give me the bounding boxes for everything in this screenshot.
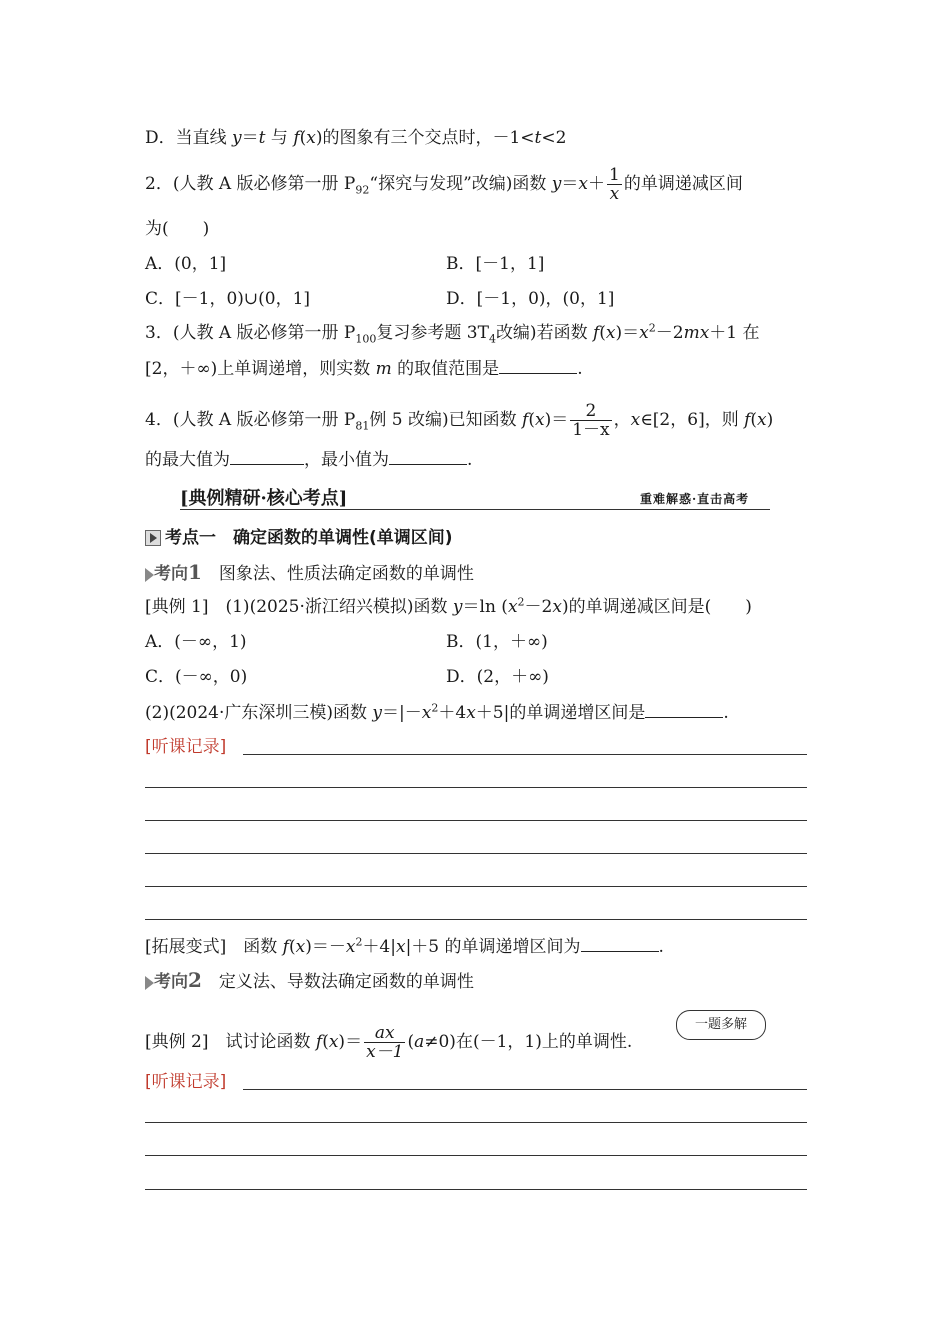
section-divider bbox=[180, 509, 770, 510]
text: 的取值范围是 bbox=[391, 359, 500, 379]
var: x bbox=[757, 410, 767, 430]
var: x bbox=[552, 597, 562, 617]
note-line[interactable] bbox=[243, 754, 807, 755]
var: m bbox=[375, 359, 392, 379]
var: y bbox=[452, 597, 463, 617]
example-1-line bbox=[145, 596, 752, 618]
var: x bbox=[328, 1032, 339, 1052]
text: 复习参考题 3T bbox=[376, 323, 489, 343]
direction-1-heading bbox=[145, 561, 474, 585]
note-line[interactable] bbox=[145, 1122, 807, 1123]
answer-blank[interactable] bbox=[645, 701, 723, 718]
frac-num: 1 bbox=[609, 165, 620, 185]
text: [2，＋∞)上单调递增，则实数 bbox=[145, 359, 376, 379]
note-line[interactable] bbox=[145, 853, 807, 854]
var: f bbox=[282, 937, 289, 957]
text: 3．(人教 A 版必修第一册 P bbox=[145, 323, 356, 343]
text: ＝ bbox=[561, 174, 579, 194]
text: ＝ bbox=[241, 128, 259, 148]
text: ＝－ bbox=[311, 937, 346, 957]
ex1-option-d: D．(2，＋∞) bbox=[446, 667, 549, 687]
var: x bbox=[507, 597, 518, 617]
text: ＋5|的单调递增区间是 bbox=[475, 703, 646, 723]
direction-number: 2 bbox=[188, 968, 202, 992]
var: x bbox=[421, 703, 432, 723]
q2-option-b: B．[－1，1] bbox=[446, 254, 545, 274]
section-subtitle: 重难解惑·直击高考 bbox=[640, 492, 750, 506]
note-line[interactable] bbox=[145, 919, 807, 920]
question-3-line-2 bbox=[145, 357, 583, 380]
text: . bbox=[577, 359, 583, 379]
point-label: 考点一 bbox=[165, 528, 216, 548]
var: y bbox=[232, 128, 242, 148]
question-3-line-1: 3．(人教 A 版必修第一册 $P_{100}$复习参考题 $3T_4$改编)若函数 $f(x)=x^2-2mx+1$ 在 bbox=[145, 321, 760, 346]
text: ， bbox=[613, 410, 631, 430]
subscript: 92 bbox=[355, 183, 370, 197]
var: x bbox=[345, 937, 356, 957]
text: 与 bbox=[265, 128, 294, 148]
frac-den: 1－x bbox=[572, 420, 610, 440]
ex1-option-b: B．(1，＋∞) bbox=[446, 632, 548, 652]
var: f bbox=[315, 1032, 323, 1052]
question-4-line-1: 4．(人教 A 版必修第一册 $P_{81}$例 5 改编)已知函数 f(x)＝ $\frac{2}{1-x}$ ，x∈[2，6]，则 f(x) bbox=[145, 401, 774, 440]
note-line[interactable] bbox=[145, 1155, 807, 1156]
direction-title: 定义法、导数法确定函数的单调性 bbox=[218, 972, 474, 992]
text: 例 5 改编)已知函数 bbox=[369, 410, 523, 430]
notes-label: [听课记录] bbox=[145, 1072, 227, 1092]
note-line[interactable] bbox=[145, 1189, 807, 1190]
note-line[interactable] bbox=[243, 1089, 807, 1090]
text: －2 bbox=[524, 597, 553, 617]
point-1-heading bbox=[145, 527, 453, 549]
text: [典例 1] (1)(2025·浙江绍兴模拟)函数 bbox=[145, 597, 453, 617]
var: x bbox=[630, 410, 641, 430]
var: mx bbox=[683, 323, 710, 343]
text: “探究与发现”改编)函数 bbox=[369, 174, 552, 194]
text: [典例 2] 试讨论函数 bbox=[145, 1032, 316, 1052]
text: [拓展变式] 函数 bbox=[145, 937, 283, 957]
var: x bbox=[306, 128, 316, 148]
direction-number: 1 bbox=[188, 560, 202, 584]
answer-blank[interactable] bbox=[389, 448, 467, 465]
superscript: 2 bbox=[431, 701, 439, 715]
var: f bbox=[522, 410, 529, 430]
text: 2．(人教 A 版必修第一册 P bbox=[145, 174, 356, 194]
answer-blank[interactable] bbox=[581, 935, 659, 952]
text: ( bbox=[407, 1032, 415, 1052]
text: 的单调递减区间 bbox=[623, 174, 743, 194]
var: x bbox=[295, 937, 306, 957]
text: |＋5 的单调递增区间为 bbox=[405, 937, 581, 957]
text: ＋4 bbox=[438, 703, 467, 723]
var: x bbox=[466, 703, 476, 723]
text: ＝ln ( bbox=[462, 597, 508, 617]
option-d-line: D．当直线 y＝t 与 f(x)的图象有三个交点时，－1<t<2 bbox=[145, 128, 567, 148]
multi-solution-badge: 一题多解 bbox=[676, 1010, 766, 1040]
var: x bbox=[578, 174, 588, 194]
subscript: 4 bbox=[488, 332, 496, 346]
var: x bbox=[605, 323, 616, 343]
ex1-option-c: C．(－∞，0) bbox=[145, 667, 248, 687]
var: f bbox=[293, 128, 300, 148]
superscript: 2 bbox=[355, 935, 363, 949]
var: t bbox=[258, 128, 266, 148]
var: y bbox=[551, 174, 562, 194]
extension-line: [拓展变式] 函数 $f(x)=-x^2+4|x|+5$ 的单调递增区间为 . bbox=[145, 935, 664, 957]
example-1-part-2 bbox=[145, 701, 729, 724]
frac-den: x bbox=[609, 184, 620, 204]
direction-2-heading bbox=[145, 969, 474, 993]
point-title: 确定函数的单调性(单调区间) bbox=[233, 528, 453, 548]
notes-label: [听课记录] bbox=[145, 737, 227, 757]
text: (2)(2024·广东深圳三模)函数 bbox=[145, 703, 373, 723]
note-line[interactable] bbox=[145, 886, 807, 887]
var: t bbox=[534, 128, 542, 148]
text: 4．(人教 A 版必修第一册 P bbox=[145, 410, 356, 430]
text: ＋4| bbox=[362, 937, 396, 957]
superscript: 2 bbox=[517, 595, 525, 609]
text: ＝|－ bbox=[382, 703, 422, 723]
var: f bbox=[592, 323, 600, 343]
var: y bbox=[372, 703, 383, 723]
ex1-option-a: A．(－∞，1) bbox=[145, 632, 247, 652]
text: ＝ bbox=[551, 410, 569, 430]
question-2-line-1 bbox=[145, 166, 743, 203]
direction-title: 图象法、性质法确定函数的单调性 bbox=[218, 564, 474, 584]
question-2-line-2 bbox=[145, 218, 209, 240]
q2-option-a: A．(0，1] bbox=[145, 254, 227, 274]
text: ＋1 在 bbox=[709, 323, 760, 343]
text: . bbox=[658, 937, 664, 957]
var: x bbox=[534, 410, 545, 430]
frac-num: 2 bbox=[570, 402, 611, 421]
answer-blank[interactable] bbox=[499, 357, 577, 374]
text: ∈[2，6]，则 bbox=[640, 410, 745, 430]
text: 的最大值为 bbox=[145, 450, 230, 470]
play-icon bbox=[145, 530, 161, 546]
text: D．当直线 bbox=[145, 128, 233, 148]
fraction bbox=[570, 402, 611, 439]
var: x bbox=[639, 323, 649, 343]
text: ≠0)在(－1，1)上的单调性. bbox=[424, 1032, 633, 1052]
text: ＋ bbox=[588, 174, 605, 194]
text: ＝ bbox=[622, 323, 640, 343]
frac-num: ax bbox=[364, 1024, 405, 1043]
subscript: 81 bbox=[355, 419, 370, 433]
text: 为( ) bbox=[145, 219, 210, 239]
triangle-icon bbox=[145, 976, 154, 990]
text: 的图象有三个交点时，－1< bbox=[322, 128, 535, 148]
fraction bbox=[364, 1024, 405, 1061]
superscript: 2 bbox=[648, 321, 656, 335]
text: . bbox=[467, 450, 473, 470]
answer-blank[interactable] bbox=[230, 448, 304, 465]
var: a bbox=[414, 1032, 425, 1052]
text: . bbox=[723, 703, 729, 723]
text: <2 bbox=[541, 128, 567, 148]
subscript: 100 bbox=[355, 332, 377, 346]
q2-option-c: C．[－1，0)∪(0，1] bbox=[145, 289, 311, 309]
text: )的单调递减区间是( ) bbox=[561, 597, 752, 617]
q2-option-d: D．[－1，0)，(0，1] bbox=[446, 289, 615, 309]
note-line[interactable] bbox=[145, 820, 807, 821]
note-line[interactable] bbox=[145, 787, 807, 788]
var: f bbox=[744, 410, 751, 430]
triangle-icon bbox=[145, 568, 154, 582]
section-title: [典例精研·核心考点] bbox=[180, 488, 348, 509]
fraction bbox=[607, 166, 622, 203]
question-4-line-2 bbox=[145, 448, 472, 471]
direction-label: 考向 bbox=[154, 564, 188, 584]
direction-label: 考向 bbox=[154, 972, 188, 992]
example-2-line: [典例 2] 试讨论函数 f(x)＝ $\frac{ax}{x-1}$ (a≠0)在(－1，1)上的单调性. bbox=[145, 1023, 633, 1062]
text: －2 bbox=[655, 323, 684, 343]
text: ＝ bbox=[345, 1032, 363, 1052]
var: x bbox=[395, 937, 406, 957]
text: 改编)若函数 bbox=[495, 323, 593, 343]
frac-den: x－1 bbox=[366, 1042, 404, 1062]
text: ，最小值为 bbox=[304, 450, 389, 470]
